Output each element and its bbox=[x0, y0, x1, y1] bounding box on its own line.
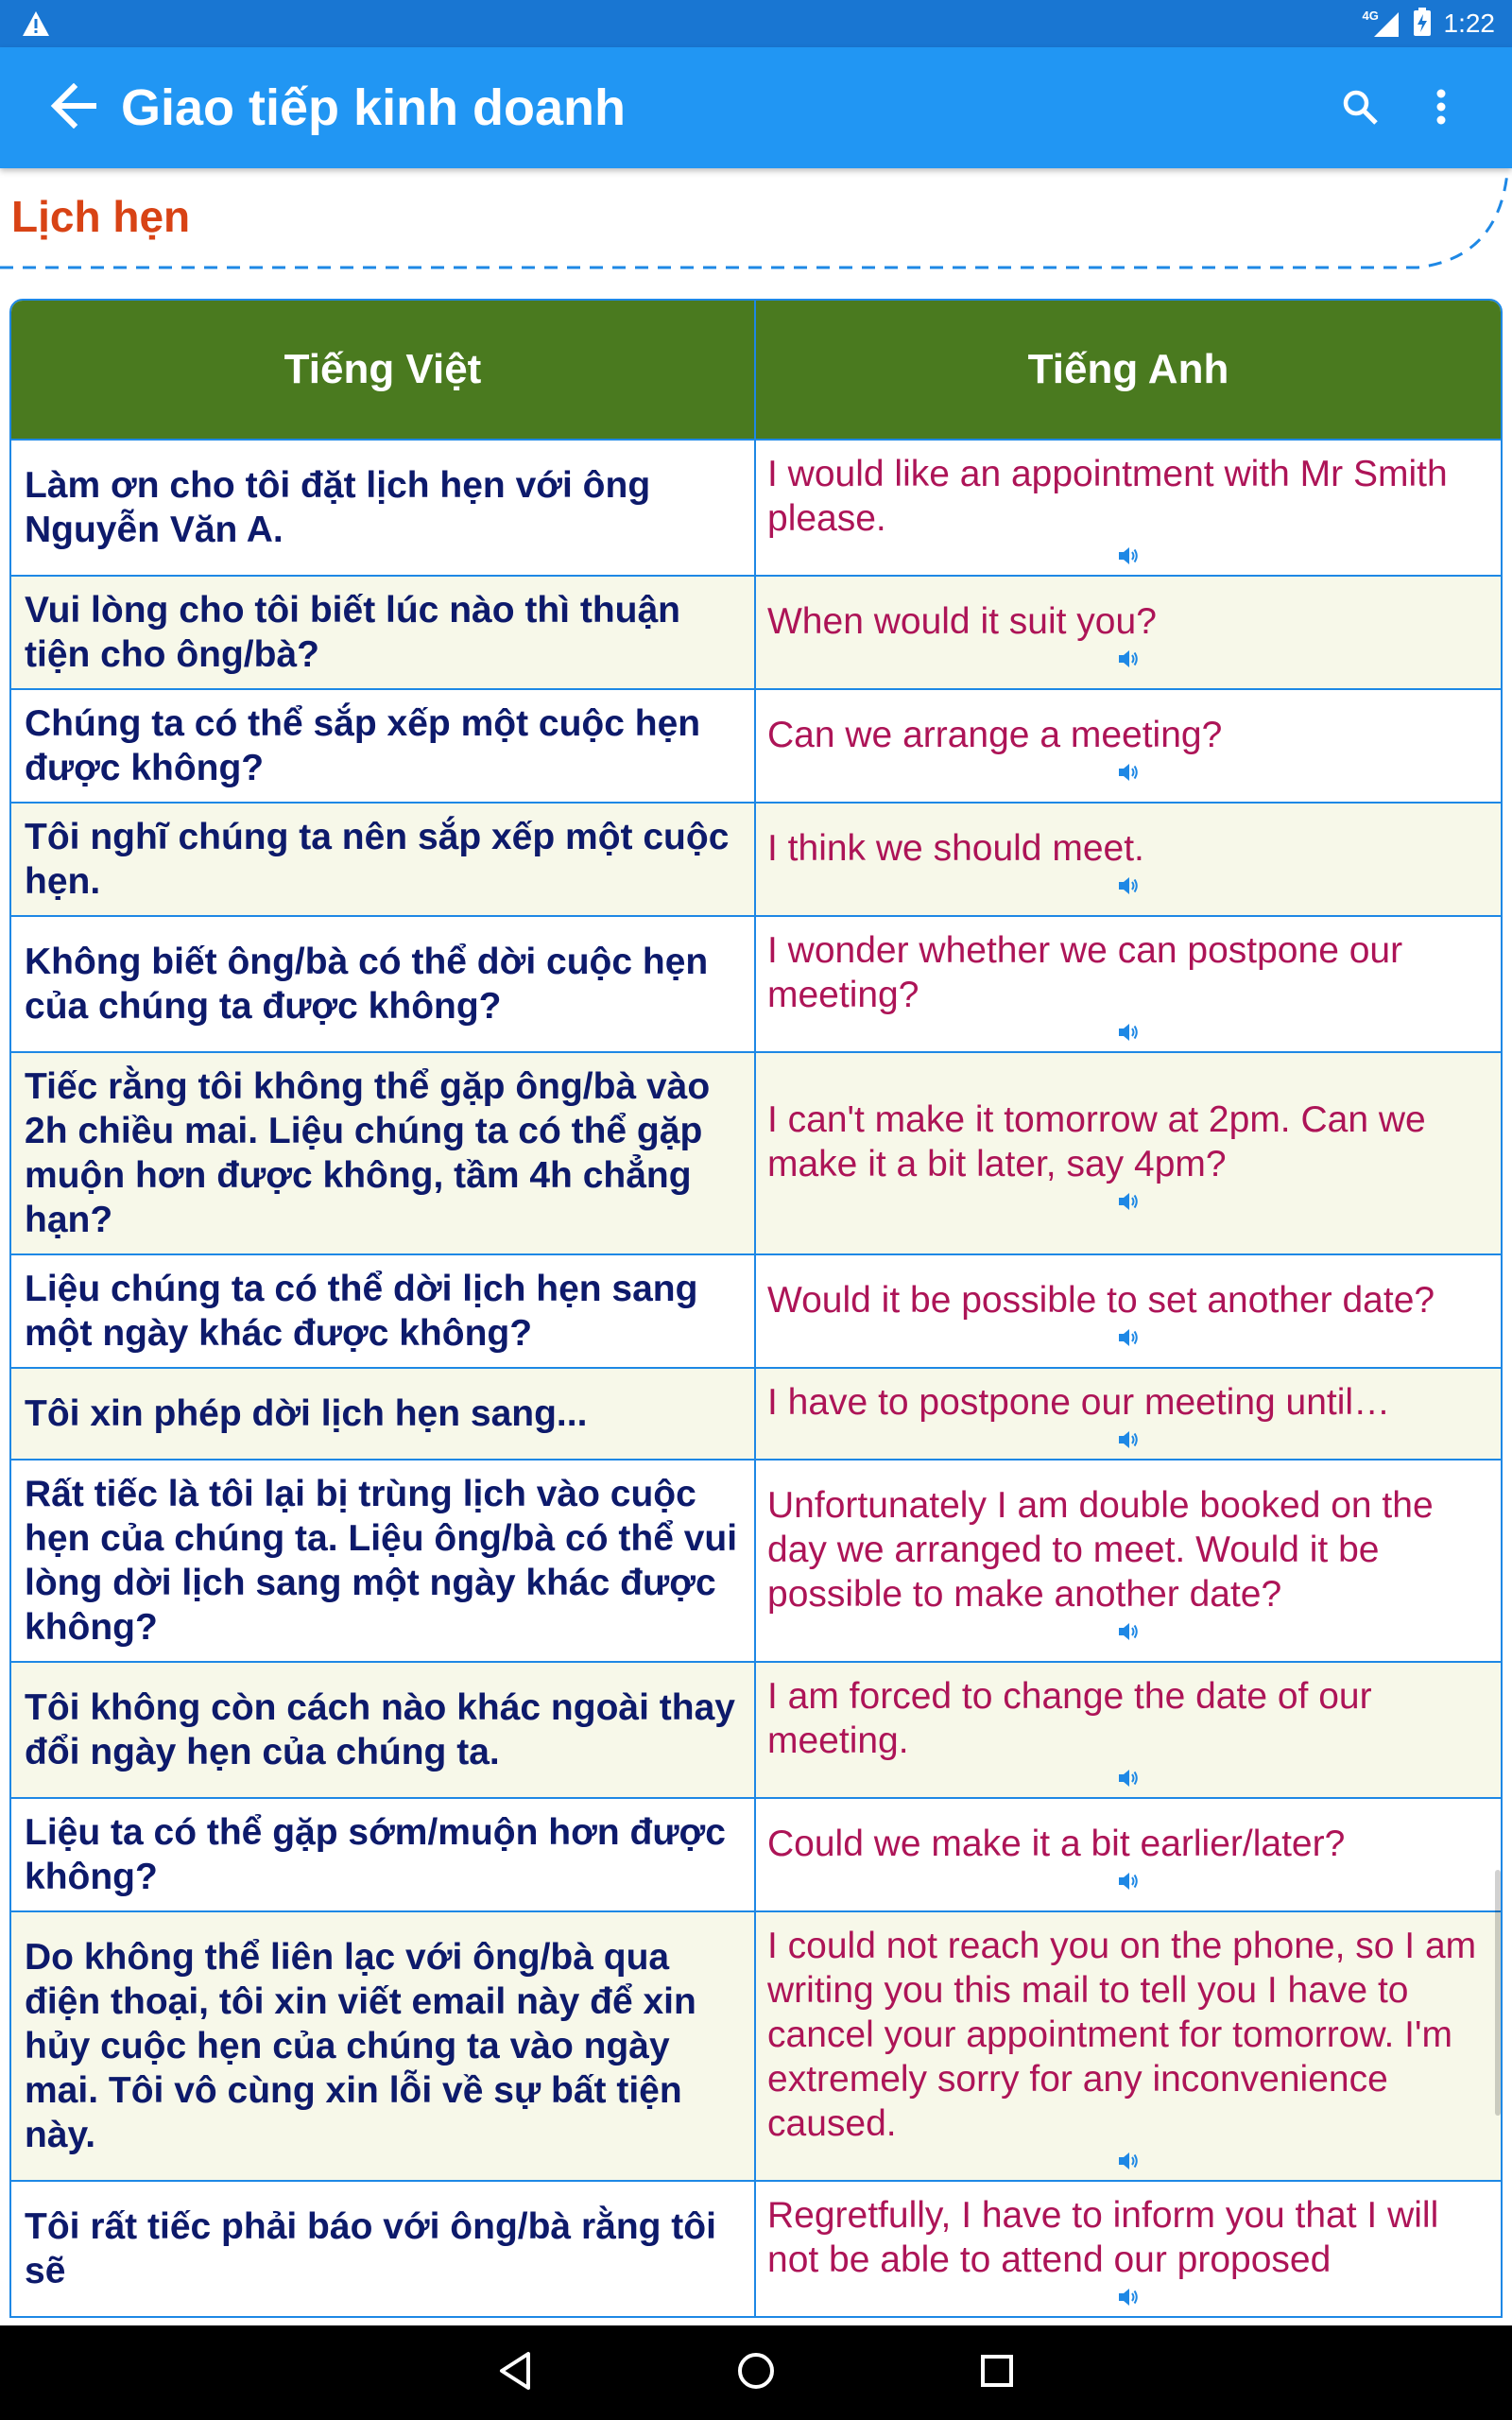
table-row[interactable] bbox=[11, 2180, 1501, 2316]
more-options-button[interactable] bbox=[1418, 83, 1465, 134]
english-cell bbox=[756, 1053, 1501, 1253]
english-phrase: Unfortunately I am double booked on the day we arranged to meet. Would it be possible to make another date? bbox=[767, 1484, 1434, 1615]
battery-icon bbox=[1412, 7, 1433, 42]
search-icon bbox=[1341, 88, 1379, 130]
vietnamese-phrase: Làm ơn cho tôi đặt lịch hẹn với ông Nguyễn Văn A. bbox=[11, 441, 756, 575]
vietnamese-phrase: Rất tiếc là tôi lại bị trùng lịch vào cuộc hẹn của chúng ta. Liệu ông/bà có thể vui lòng dời lịch sang một ngày khác được không? bbox=[11, 1461, 756, 1661]
english-cell bbox=[756, 441, 1501, 575]
english-cell bbox=[756, 1663, 1501, 1797]
phrase-table bbox=[9, 299, 1503, 2318]
navigation-bar bbox=[0, 2325, 1512, 2420]
nav-home-button[interactable] bbox=[728, 2344, 784, 2401]
english-phrase: Could we make it a bit earlier/later? bbox=[767, 1823, 1346, 1864]
table-body bbox=[11, 439, 1501, 2316]
speaker-icon[interactable] bbox=[1115, 2150, 1142, 2172]
speaker-icon[interactable] bbox=[1115, 1428, 1142, 1451]
english-cell bbox=[756, 1799, 1501, 1910]
table-row[interactable] bbox=[11, 1910, 1501, 2180]
table-row[interactable] bbox=[11, 1797, 1501, 1910]
section-header bbox=[0, 168, 1512, 272]
english-phrase: I have to postpone our meeting until… bbox=[767, 1382, 1391, 1423]
vietnamese-phrase: Tôi nghĩ chúng ta nên sắp xếp một cuộc hẹn. bbox=[11, 804, 756, 915]
english-phrase: Would it be possible to set another date? bbox=[767, 1279, 1435, 1321]
table-row[interactable] bbox=[11, 1253, 1501, 1367]
table-row[interactable] bbox=[11, 688, 1501, 802]
vietnamese-phrase: Vui lòng cho tôi biết lúc nào thì thuận tiện cho ông/bà? bbox=[11, 577, 756, 688]
english-cell bbox=[756, 2182, 1501, 2316]
speaker-icon[interactable] bbox=[1115, 1190, 1142, 1213]
table-row[interactable] bbox=[11, 1661, 1501, 1797]
vietnamese-phrase: Tiếc rằng tôi không thể gặp ông/bà vào 2h chiều mai. Liệu chúng ta có thể gặp muộn hơn được không, tầm 4h chẳng hạn? bbox=[11, 1053, 756, 1253]
signal-icon bbox=[1363, 9, 1400, 39]
english-phrase: When would it suit you? bbox=[767, 600, 1157, 642]
vietnamese-phrase: Tôi không còn cách nào khác ngoài thay đổi ngày hẹn của chúng ta. bbox=[11, 1663, 756, 1797]
network-type: 4G bbox=[1362, 9, 1379, 23]
nav-home-icon bbox=[735, 2350, 777, 2396]
nav-back-button[interactable] bbox=[487, 2344, 543, 2401]
english-cell bbox=[756, 1461, 1501, 1661]
table-row[interactable] bbox=[11, 1459, 1501, 1661]
english-phrase: I can't make it tomorrow at 2pm. Can we make it a bit later, say 4pm? bbox=[767, 1099, 1426, 1184]
table-header bbox=[11, 301, 1501, 439]
english-phrase: Regretfully, I have to inform you that I will not be able to attend our proposed bbox=[767, 2195, 1439, 2280]
search-button[interactable] bbox=[1334, 83, 1385, 134]
clock: 1:22 bbox=[1443, 9, 1495, 38]
speaker-icon[interactable] bbox=[1115, 1021, 1142, 1044]
nav-recents-button[interactable] bbox=[969, 2344, 1025, 2401]
speaker-icon[interactable] bbox=[1115, 544, 1142, 567]
section-title: Lịch hẹn bbox=[11, 192, 191, 241]
back-arrow-icon bbox=[49, 83, 98, 133]
speaker-icon[interactable] bbox=[1115, 1870, 1142, 1893]
english-cell bbox=[756, 1912, 1501, 2180]
english-phrase: I would like an appointment with Mr Smith please. bbox=[767, 454, 1448, 539]
back-button[interactable] bbox=[45, 79, 102, 136]
vietnamese-phrase: Tôi rất tiếc phải báo với ông/bà rằng tôi sẽ bbox=[11, 2182, 756, 2316]
english-cell bbox=[756, 1369, 1501, 1459]
vietnamese-phrase: Liệu ta có thể gặp sớm/muộn hơn được không? bbox=[11, 1799, 756, 1910]
header-english: Tiếng Anh bbox=[1027, 346, 1229, 392]
app-bar bbox=[0, 47, 1512, 168]
speaker-icon[interactable] bbox=[1115, 2286, 1142, 2308]
vietnamese-phrase: Do không thể liên lạc với ông/bà qua điện thoại, tôi xin viết email này để xin hủy cuộc hẹn của chúng ta vào ngày mai. Tôi vô cùng xin lỗi về sự bất tiện này. bbox=[11, 1912, 756, 2180]
more-vert-icon bbox=[1435, 88, 1447, 130]
vietnamese-phrase: Không biết ông/bà có thể dời cuộc hẹn của chúng ta được không? bbox=[11, 917, 756, 1051]
table-row[interactable] bbox=[11, 575, 1501, 688]
speaker-icon[interactable] bbox=[1115, 1326, 1142, 1349]
english-cell bbox=[756, 690, 1501, 802]
english-phrase: Can we arrange a meeting? bbox=[767, 714, 1223, 755]
header-vietnamese: Tiếng Việt bbox=[11, 301, 756, 439]
speaker-icon[interactable] bbox=[1115, 648, 1142, 670]
table-row[interactable] bbox=[11, 439, 1501, 575]
vietnamese-phrase: Chúng ta có thể sắp xếp một cuộc hẹn được không? bbox=[11, 690, 756, 802]
english-phrase: I could not reach you on the phone, so I am writing you this mail to tell you I have to cancel your appointment for tomorrow. I'm extremely sorry for any inconvenience caused. bbox=[767, 1926, 1477, 2144]
table-row[interactable] bbox=[11, 802, 1501, 915]
scrollbar[interactable] bbox=[1495, 1870, 1501, 2116]
speaker-icon[interactable] bbox=[1115, 761, 1142, 784]
vietnamese-phrase: Liệu chúng ta có thể dời lịch hẹn sang một ngày khác được không? bbox=[11, 1255, 756, 1367]
content-area[interactable] bbox=[0, 168, 1512, 2325]
table-row[interactable] bbox=[11, 915, 1501, 1051]
english-phrase: I think we should meet. bbox=[767, 827, 1144, 869]
nav-recents-icon bbox=[978, 2352, 1016, 2394]
table-row[interactable] bbox=[11, 1051, 1501, 1253]
speaker-icon[interactable] bbox=[1115, 1767, 1142, 1789]
english-phrase: I wonder whether we can postpone our meeting? bbox=[767, 930, 1403, 1015]
warning-icon bbox=[21, 9, 51, 43]
speaker-icon[interactable] bbox=[1115, 1620, 1142, 1643]
page-title: Giao tiếp kinh doanh bbox=[121, 79, 627, 136]
vietnamese-phrase: Tôi xin phép dời lịch hẹn sang... bbox=[11, 1369, 756, 1459]
table-row[interactable] bbox=[11, 1367, 1501, 1459]
status-right bbox=[1363, 0, 1496, 47]
speaker-icon[interactable] bbox=[1115, 874, 1142, 897]
status-bar bbox=[0, 0, 1512, 47]
english-cell bbox=[756, 804, 1501, 915]
nav-back-icon bbox=[496, 2350, 534, 2396]
english-cell bbox=[756, 1255, 1501, 1367]
english-phrase: I am forced to change the date of our meeting. bbox=[767, 1676, 1372, 1761]
english-cell bbox=[756, 917, 1501, 1051]
section-header-border bbox=[0, 168, 1512, 272]
english-cell bbox=[756, 577, 1501, 688]
